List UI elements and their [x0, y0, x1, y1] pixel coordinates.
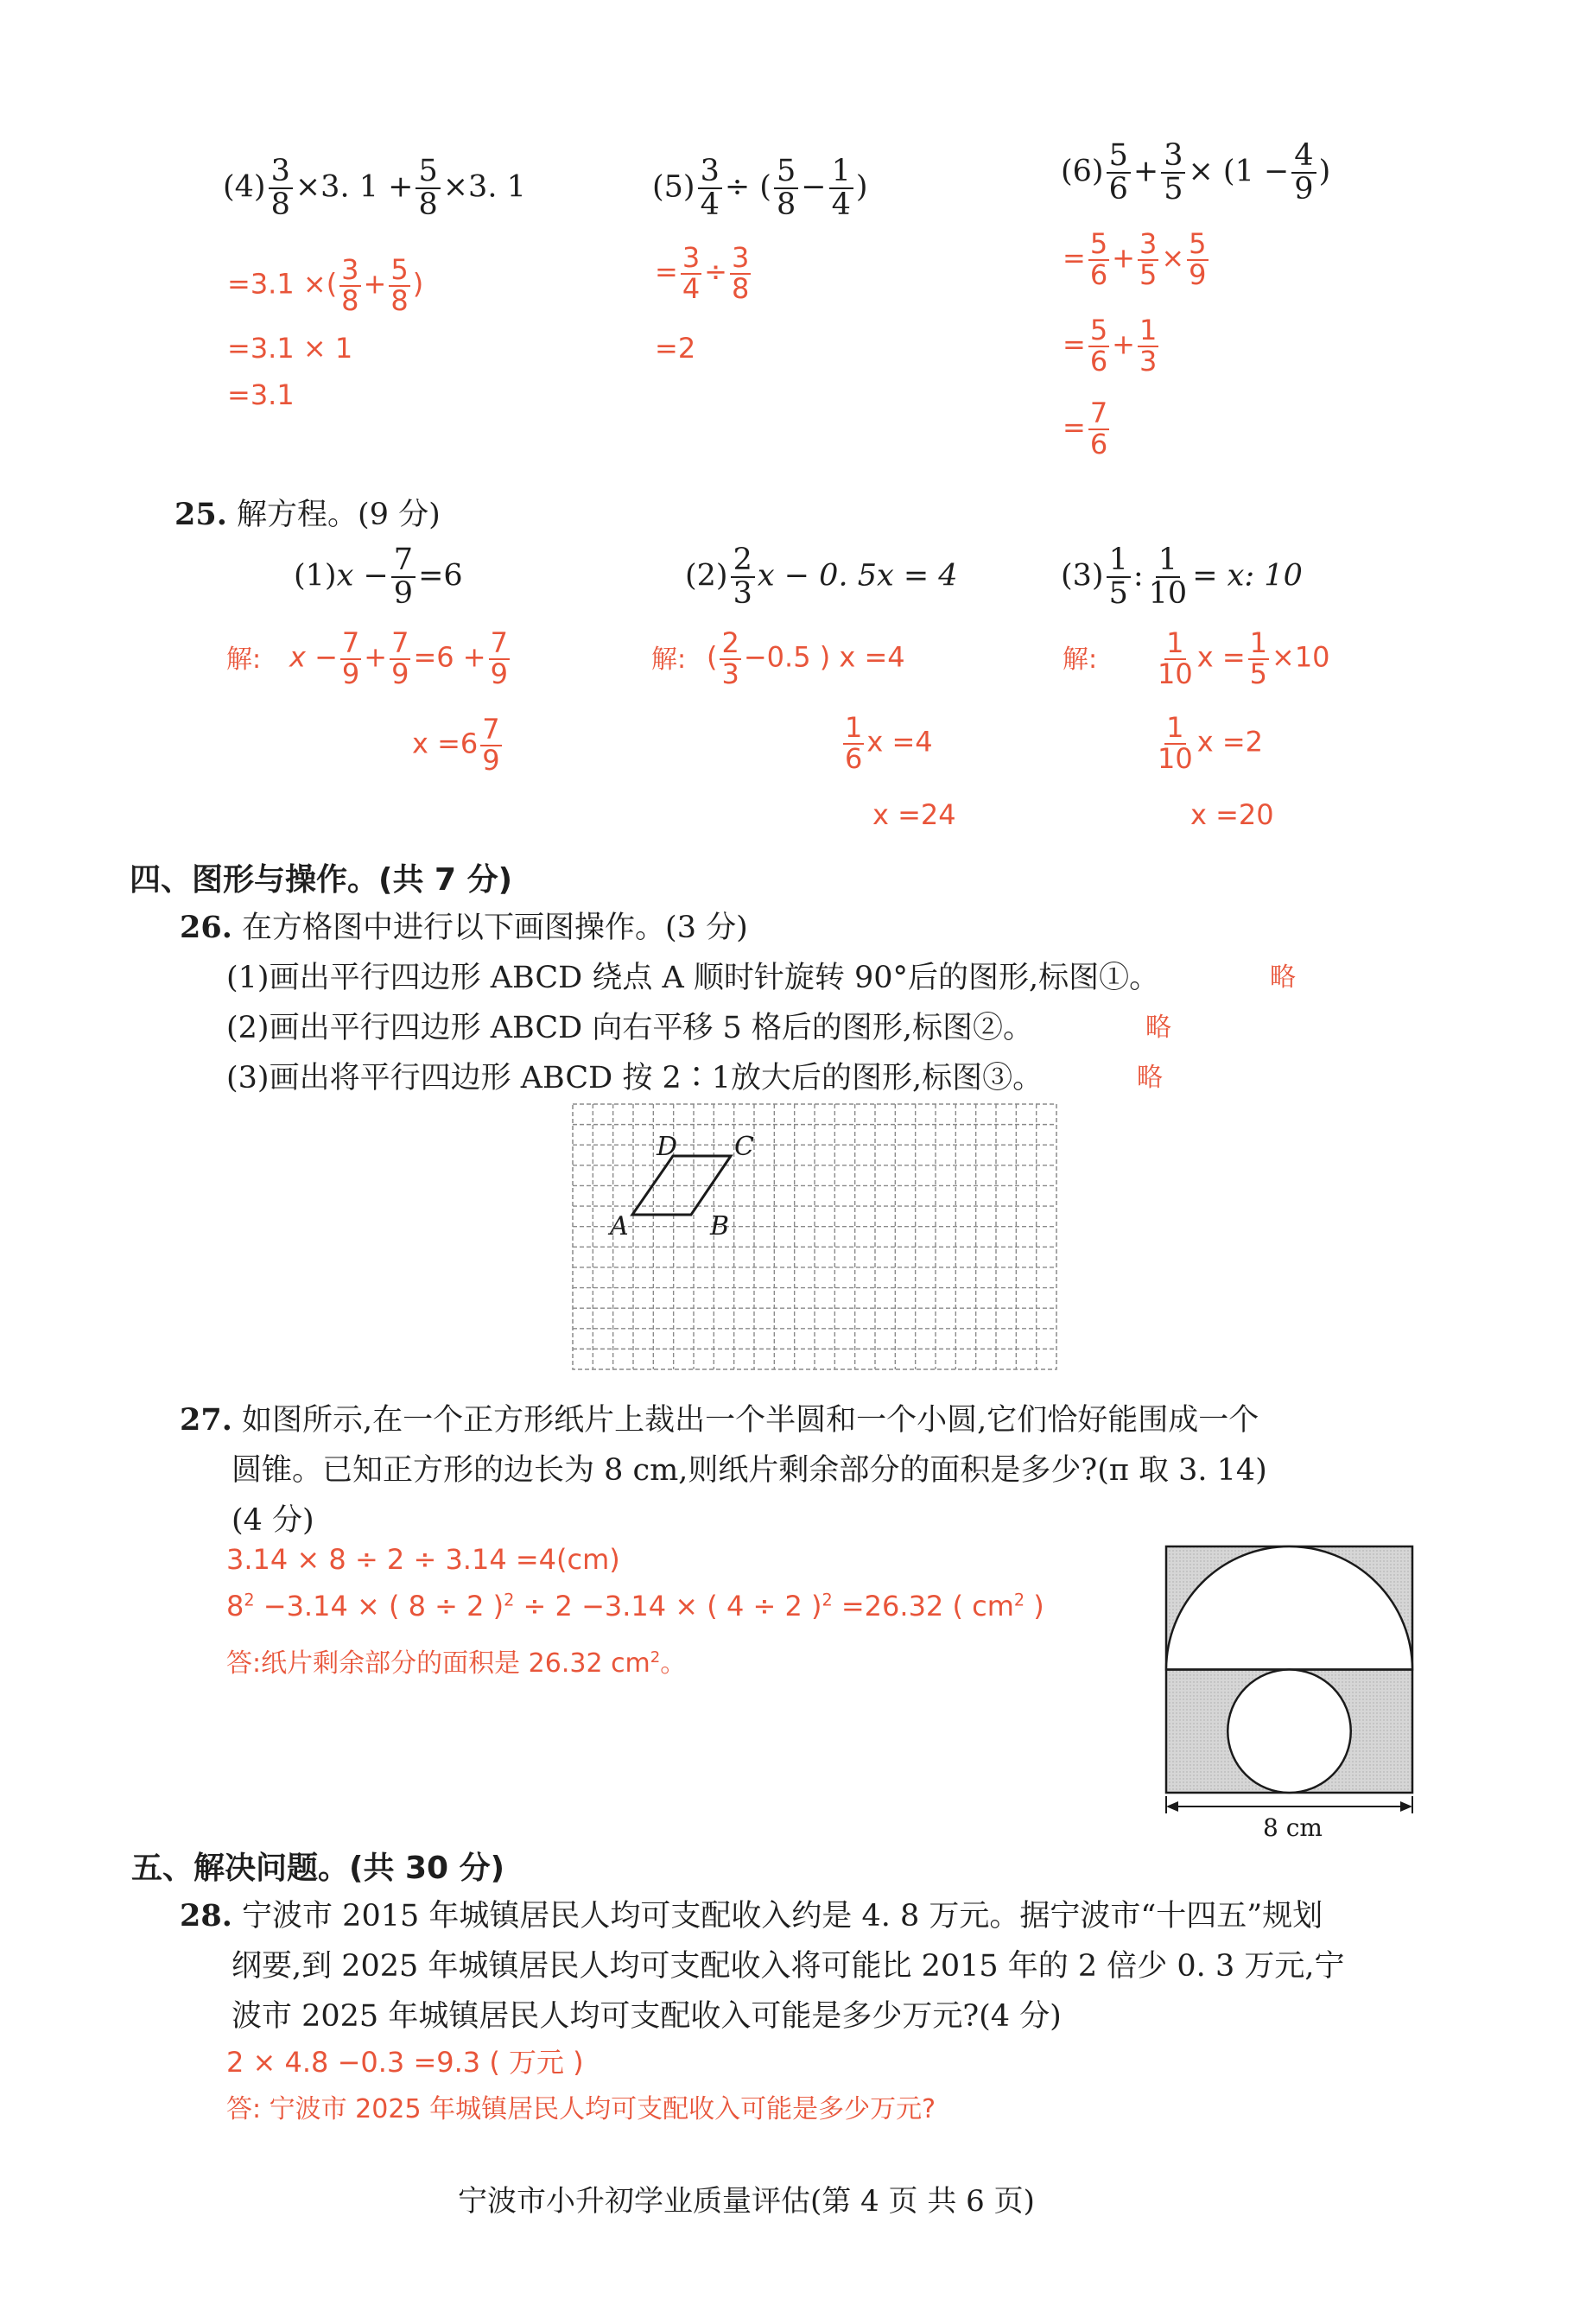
calc-4-step-3: =3.1	[227, 378, 295, 411]
calc-5-step-2: =2	[655, 332, 696, 365]
q28-line-3: 波市 2025 年城镇居民人均可支配收入可能是多少万元?(4 分)	[232, 1999, 1062, 2034]
vertex-d-label: D	[657, 1132, 678, 1162]
problem-label: (4)	[223, 169, 266, 205]
equation-3-sol-label: 解:	[1063, 644, 1098, 675]
equation-1: (1)x − $\frac{7}{9}$ =6	[294, 543, 463, 611]
q26-item-3: (3)画出将平行四边形 ABCD 按 2∶1放大后的图形,标图③。	[226, 1061, 1044, 1095]
vertex-c-label: C	[734, 1132, 754, 1162]
calc-5-step-1: = $\frac{3}{4}$ ÷ $\frac{3}{8}$	[655, 241, 750, 305]
q27-square-figure	[1158, 1542, 1417, 1845]
equation-2-step-3: x =24	[872, 798, 956, 831]
q26-note-3: 略	[1137, 1063, 1163, 1093]
q28-line-1: 28. 宁波市 2015 年城镇居民人均可支配收入约是 4. 8 万元。据宁波市“十四五”规划	[180, 1898, 1323, 1933]
calc-6-step-3: = $\frac{7}{6}$	[1063, 397, 1108, 460]
equation-2-sol-label: 解:	[651, 644, 687, 675]
vertex-a-label: A	[610, 1211, 629, 1241]
equation-3-step-1: $\frac{1}{10}$ x = $\frac{1}{5}$ ×10	[1158, 626, 1330, 690]
equation-1-step-1: x − $\frac{7}{9}$ + $\frac{7}{9}$ =6 + $\frac{7}{9}$	[289, 626, 508, 690]
q26-note-2: 略	[1145, 1013, 1171, 1043]
q27-answer-2: $8^2 -3.14$ × ( 8 ÷ 2 )$^2$ ÷ 2 −3.14 × ( 4 ÷ 2 )$^2$ =26.32 ( $cm^2$ )	[226, 1590, 1044, 1622]
q27-answer-1: 3.14 × 8 ÷ 2 ÷ 3.14 =4(cm)	[226, 1543, 620, 1576]
equation-2-step-2: $\frac{1}{6}$ x =4	[845, 711, 933, 775]
equation-1-sol-label: 解:	[226, 644, 262, 675]
equation-3: (3) $\frac{1}{5}$ : $\frac{1}{10}$ = x: 10	[1061, 543, 1303, 611]
calc-4-step-1: =3.1 ×( $\frac{3}{8}$ + $\frac{5}{8}$ )	[227, 253, 424, 317]
section-5-heading: 五、解决问题。(共 30 分)	[131, 1851, 505, 1886]
calc-problem-4: (4) $\frac{3}{8}$ ×3. 1 + $\frac{5}{8}$ ×3. 1	[223, 154, 526, 222]
q26-note-1: 略	[1270, 962, 1296, 993]
page-footer: 宁波市小升初学业质量评估(第 4 页 共 6 页)	[458, 2184, 1035, 2219]
side-length-label: 8 cm	[1263, 1813, 1323, 1842]
q27-line-1: 27. 如图所示,在一个正方形纸片上裁出一个半圆和一个小圆,它们恰好能围成一个	[180, 1402, 1259, 1438]
equation-2: (2) $\frac{2}{3}$ x − 0. 5x = 4	[685, 543, 958, 611]
equation-3-step-3: x =20	[1190, 798, 1274, 831]
q26-item-1: (1)画出平行四边形 ABCD 绕点 A 顺时针旋转 90°后的图形,标图①。	[226, 961, 1160, 995]
q26-item-2: (2)画出平行四边形 ABCD 向右平移 5 格后的图形,标图②。	[226, 1011, 1033, 1045]
q28-line-2: 纲要,到 2025 年城镇居民人均可支配收入将可能比 2015 年的 2 倍少 0. 3 万元,宁	[232, 1949, 1345, 1984]
q26-grid-figure	[570, 1102, 1071, 1378]
q27-line-3: (4 分)	[232, 1503, 314, 1538]
equation-1-step-2: x =6 $\frac{7}{9}$	[412, 713, 500, 777]
calc-6-step-1: = $\frac{5}{6}$ + $\frac{3}{5}$ × $\frac{5}{9}$	[1063, 227, 1207, 291]
small-circle	[1228, 1670, 1351, 1794]
calc-6-step-2: = $\frac{5}{6}$ + $\frac{1}{3}$	[1063, 314, 1158, 378]
q27-answer-3: 答:纸片剩余部分的面积是 26.32 $cm^2$。	[226, 1648, 687, 1679]
calc-problem-5: (5) $\frac{3}{4}$ ÷ ( $\frac{5}{8}$ − $\frac{1}{4}$ )	[652, 154, 868, 222]
calc-4-step-2: =3.1 × 1	[227, 332, 353, 365]
q28-answer-2: 答: 宁波市 2025 年城镇居民人均可支配收入可能是多少万元?	[226, 2094, 936, 2124]
equation-3-step-2: $\frac{1}{10}$ x =2	[1158, 711, 1263, 775]
q26-title: 26. 在方格图中进行以下画图操作。(3 分)	[180, 910, 748, 945]
q25-title: 25. 解方程。(9 分)	[174, 497, 441, 532]
q27-line-2: 圆锥。已知正方形的边长为 8 cm,则纸片剩余部分的面积是多少?(π 取 3. 14)	[232, 1453, 1267, 1488]
parallelogram-abcd	[632, 1156, 731, 1215]
equation-2-step-1: ( $\frac{2}{3}$ −0.5 ) x =4	[707, 626, 905, 690]
q28-answer-1: 2 × 4.8 −0.3 =9.3 ( 万元 )	[226, 2046, 584, 2079]
vertex-b-label: B	[710, 1211, 730, 1241]
calc-problem-6: (6) $\frac{5}{6}$ + $\frac{3}{5}$ × (1 − $\frac{4}{9}$ )	[1061, 138, 1331, 206]
section-4-heading: 四、图形与操作。(共 7 分)	[130, 862, 513, 898]
